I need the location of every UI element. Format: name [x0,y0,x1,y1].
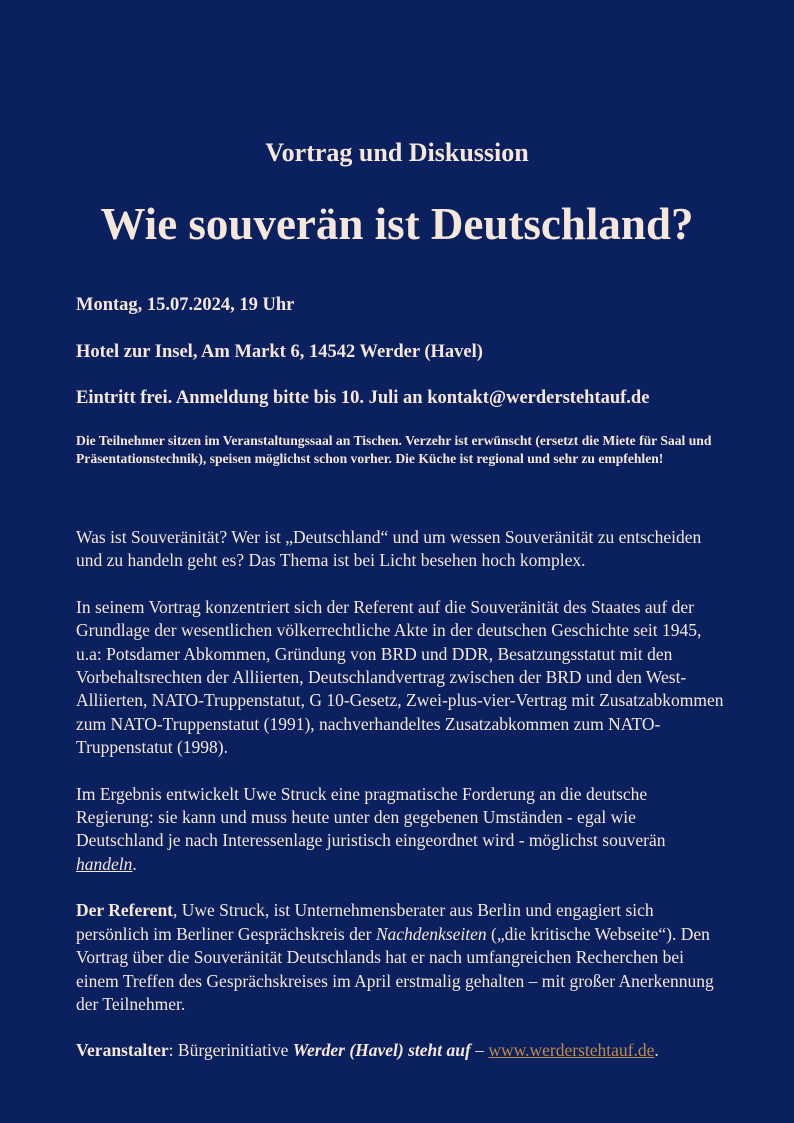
event-description [76,526,726,1086]
organizer-text-1: : Bürgerinitiative [168,1040,293,1061]
organizer-label: Veranstalter [76,1040,169,1061]
paragraph-organizer [76,1039,726,1062]
organizer-dash: – [470,1040,489,1061]
organizer-website-link[interactable]: www.werderstehtauf.de [488,1040,655,1061]
event-subtitle: Vortrag und Diskussion [265,138,529,167]
event-entry-info: Eintritt frei. Anmeldung bitte bis 10. Juli an kontakt@werderstehtauf.de [76,388,650,408]
result-end: . [132,853,137,874]
paragraph-result [76,783,726,877]
speaker-label: Der Referent [76,900,174,921]
speaker-text-2: („die kritische Webseite“). Den Vortrag über die Souveränität Deutschlands hat er nach umfangreichen Recherchen bei einem Treffen des Gesprächskreises im April erstmalig gehalten – mit großer Anerkennung der Teilnehmer. [76,923,714,1014]
emphasis-handeln: handeln [76,853,133,874]
seating-note: Die Teilnehmer sitzen im Veranstaltungssaal an Tischen. Verzehr ist erwünscht (ersetzt die Miete für Saal und Präsentationstechnik), speisen möglichst schon vorher. Die Küche ist regional und sehr zu empfehlen! [76,433,712,466]
event-location: Hotel zur Insel, Am Markt 6, 14542 Werder (Havel) [76,342,483,362]
speaker-text-1: , Uwe Struck, ist Unternehmensberater aus Berlin und engagiert sich persönlich im Berliner Gesprächskreis der [76,900,654,944]
event-title: Wie souverän ist Deutschland? [100,199,694,249]
event-date-time: Montag, 15.07.2024, 19 Uhr [76,295,295,315]
paragraph-content: In seinem Vortrag konzentriert sich der Referent auf die Souveränität des Staates auf der Grundlage der wesentlichen völkerrechtliche Akte in der deutschen Geschichte seit 1945, u.a: Potsdamer Abkommen, Gründung von BRD und DDR, Besatzungsstatut mit den Vorbehaltsrechten der Alliierten, Deutschlandvertrag zwischen der BRD und den West-Alliierten, NATO-Truppenstatut, G 10-Gesetz, Zwei-plus-vier-Vertrag mit Zusatzabkommen zum NATO-Truppenstatut (1991), nachverhandeltes Zusatzabkommen zum NATO-Truppenstatut (1998). [76,596,724,758]
organizer-end: . [654,1040,659,1061]
organizer-name: Werder (Havel) steht auf [292,1040,471,1061]
result-text: Im Ergebnis entwickelt Uwe Struck eine pragmatische Forderung an die deutsche Regierung: sie kann und muss heute unter den gegebenen Umständen - egal wie Deutschland je nach Interessenlage juristisch eingeordnet wird - möglichst souverän [76,783,666,851]
paragraph-intro: Was ist Souveränität? Wer ist „Deutschland“ und um wessen Souveränität zu entscheiden und zu handeln geht es? Das Thema ist bei Licht besehen hoch komplex. [76,527,702,571]
paragraph-speaker [76,899,726,1016]
nachdenkseiten-name: Nachdenkseiten [375,923,487,944]
